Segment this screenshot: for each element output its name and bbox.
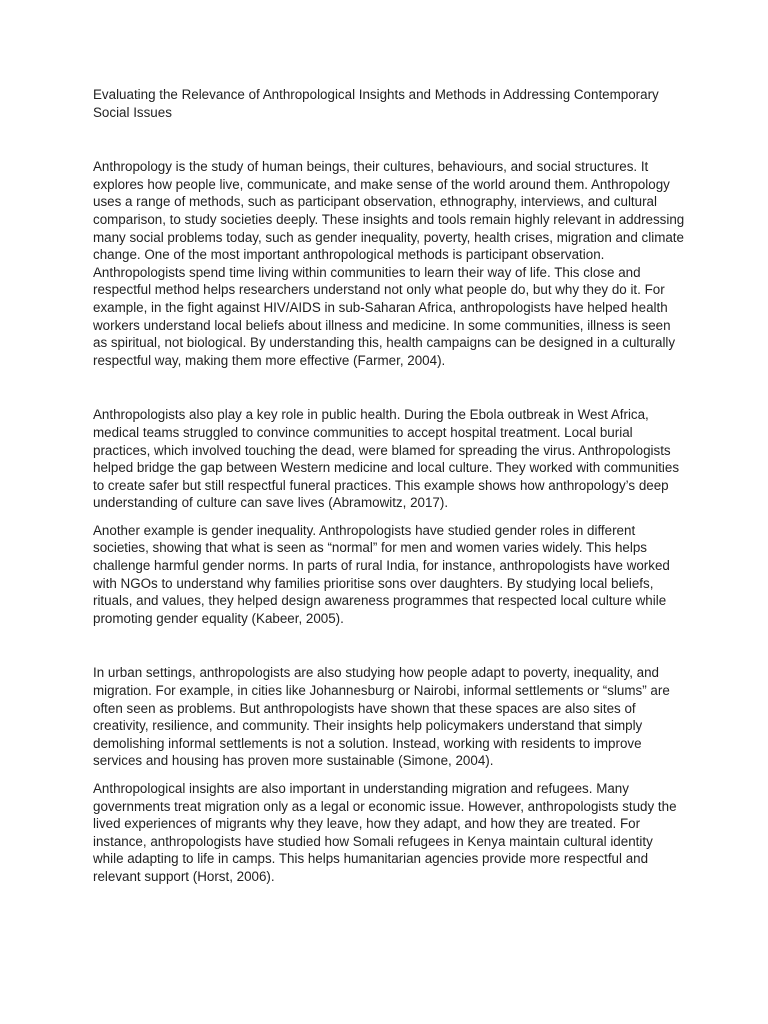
paragraph-urban-settings: In urban settings, anthropologists are also studying how people adapt to poverty, inequality, and migration. For example, in cities like Johannesburg or Nairobi, informal settlements or “slums” are often seen as problems. But anthropologists have shown that these spaces are also sites of creativity, resilience, and community. Their insights help policymakers understand that simply demolishing informal settlements is not a solution. Instead, working with residents to improve services and housing has proven more sustainable (Simone, 2004). [93, 665, 670, 769]
document-page [93, 86, 685, 886]
paragraph-migration-refugees: Anthropological insights are also important in understanding migration and refugees. Many governments treat migration only as a legal or economic issue. However, anthropologists study the lived experiences of migrants why they leave, how they adapt, and how they are treated. For instance, anthropologists have studied how Somali refugees in Kenya maintain cultural identity while adapting to life in camps. This helps humanitarian agencies provide more respectful and relevant support (Horst, 2006). [93, 781, 677, 884]
paragraph-public-health: Anthropologists also play a key role in public health. During the Ebola outbreak in West Africa, medical teams struggled to convince communities to accept hospital treatment. Local burial practices, which involved touching the dead, were blamed for spreading the virus. Anthropologists helped bridge the gap between Western medicine and local culture. They worked with communities to create safer but still respectful funeral practices. This example shows how anthropology’s deep understanding of culture can save lives (Abramowitz, 2017). [93, 407, 680, 511]
paragraph-gender-inequality: Another example is gender inequality. Anthropologists have studied gender roles in different societies, showing that what is seen as “normal” for men and women varies widely. This helps challenge harmful gender norms. In parts of rural India, for instance, anthropologists have worked with NGOs to understand why families prioritise sons over daughters. By studying local beliefs, rituals, and values, they helped design awareness programmes that respected local culture while promoting gender equality (Kabeer, 2005). [93, 522, 670, 626]
paragraph-introduction: Anthropology is the study of human beings, their cultures, behaviours, and social structures. It explores how people live, communicate, and make sense of the world around them. Anthropology uses a range of methods, such as participant observation, ethnography, interviews, and cultural comparison, to study societies deeply. These insights and tools remain highly relevant in addressing many social problems today, such as gender inequality, poverty, health crises, migration and climate change. One of the most important anthropological methods is participant observation. Anthropologists spend time living within communities to learn their way of life. This close and respectful method helps researchers understand not only what people do, but why they do it. For example, in the fight against HIV/AIDS in sub-Saharan Africa, anthropologists have helped health workers understand local beliefs about illness and medicine. In some communities, illness is seen as spiritual, not biological. By understanding this, health campaigns can be designed in a culturally respectful way, making them more effective (Farmer, 2004). [93, 159, 685, 368]
document-title: Evaluating the Relevance of Anthropological Insights and Methods in Addressing Contemporary Social Issues [93, 87, 659, 120]
